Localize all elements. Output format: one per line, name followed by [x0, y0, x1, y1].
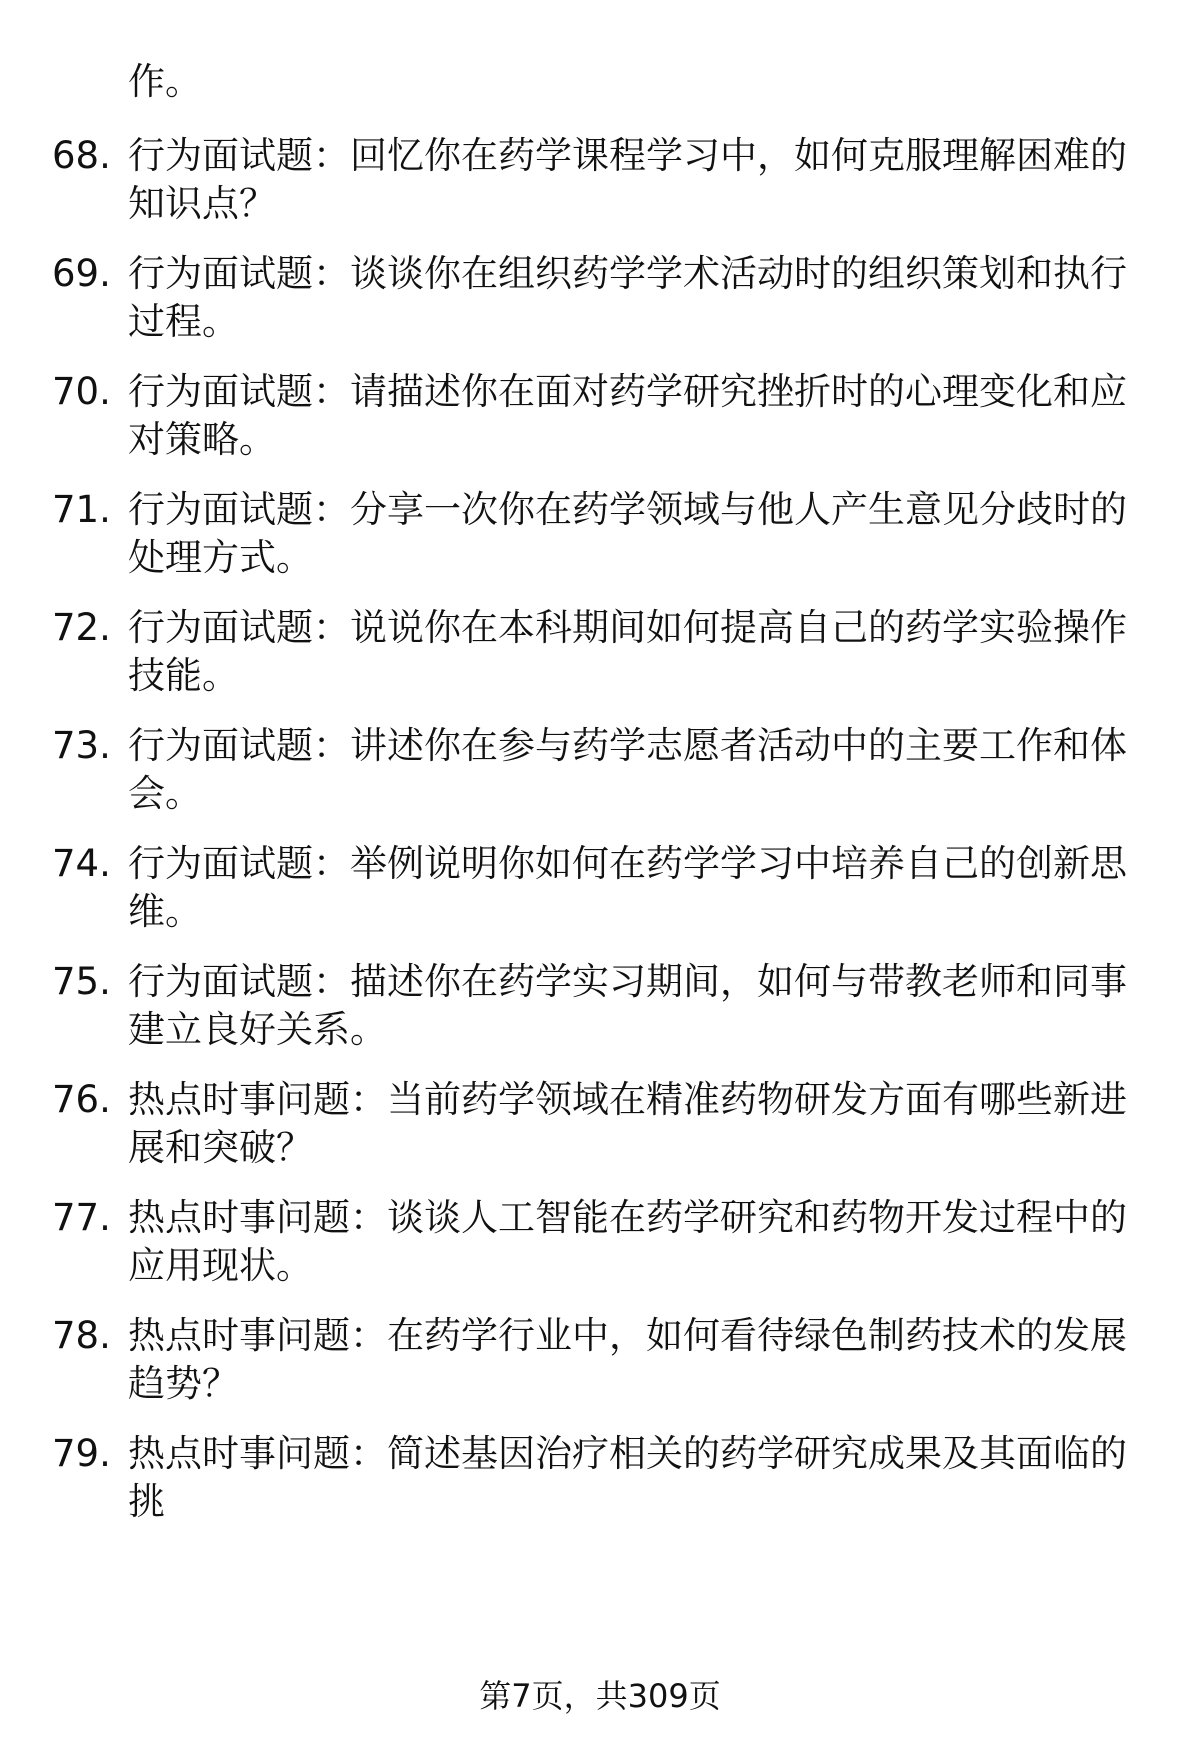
list-item [52, 958, 1152, 1054]
item-number: 73. [52, 724, 111, 767]
item-number: 70. [52, 370, 111, 413]
item-number: 72. [52, 606, 111, 649]
list-item [52, 840, 1152, 936]
item-number: 69. [52, 252, 111, 295]
item-text: 行为面试题：说说你在本科期间如何提高自己的药学实验操作技能。 [128, 606, 1127, 697]
item-text: 行为面试题：回忆你在药学课程学习中，如何克服理解困难的知识点？ [128, 134, 1127, 225]
item-text: 热点时事问题：在药学行业中，如何看待绿色制药技术的发展趋势？ [128, 1314, 1127, 1405]
page-footer: 第7页，共309页 [479, 1677, 721, 1715]
list-item [52, 486, 1152, 582]
item-text: 行为面试题：谈谈你在组织药学学术活动时的组织策划和执行过程。 [128, 252, 1127, 343]
item-number: 75. [52, 960, 111, 1003]
item-text: 热点时事问题：当前药学领域在精准药物研发方面有哪些新进展和突破？ [128, 1078, 1127, 1169]
list-item [52, 1312, 1152, 1408]
continuation-text: 作。 [128, 60, 202, 103]
list-item [52, 1194, 1152, 1290]
item-number: 74. [52, 842, 111, 885]
list-item [52, 250, 1152, 346]
item-text: 热点时事问题：简述基因治疗相关的药学研究成果及其面临的挑 [128, 1432, 1127, 1523]
item-text: 行为面试题：描述你在药学实习期间，如何与带教老师和同事建立良好关系。 [128, 960, 1127, 1051]
list-item [52, 368, 1152, 464]
item-number: 78. [52, 1314, 111, 1357]
item-number: 76. [52, 1078, 111, 1121]
list-item [52, 604, 1152, 700]
list-item [52, 1430, 1152, 1526]
item-text: 行为面试题：分享一次你在药学领域与他人产生意见分歧时的处理方式。 [128, 488, 1127, 579]
list-item [52, 132, 1152, 228]
item-text: 行为面试题：请描述你在面对药学研究挫折时的心理变化和应对策略。 [128, 370, 1127, 461]
item-number: 71. [52, 488, 111, 531]
item-text: 热点时事问题：谈谈人工智能在药学研究和药物开发过程中的应用现状。 [128, 1196, 1127, 1287]
item-text: 行为面试题：举例说明你如何在药学学习中培养自己的创新思维。 [128, 842, 1127, 933]
item-number: 77. [52, 1196, 111, 1239]
item-number: 79. [52, 1432, 111, 1475]
list-item [52, 722, 1152, 818]
item-number: 68. [52, 134, 111, 177]
list-item [52, 1076, 1152, 1172]
item-text: 行为面试题：讲述你在参与药学志愿者活动中的主要工作和体会。 [128, 724, 1127, 815]
